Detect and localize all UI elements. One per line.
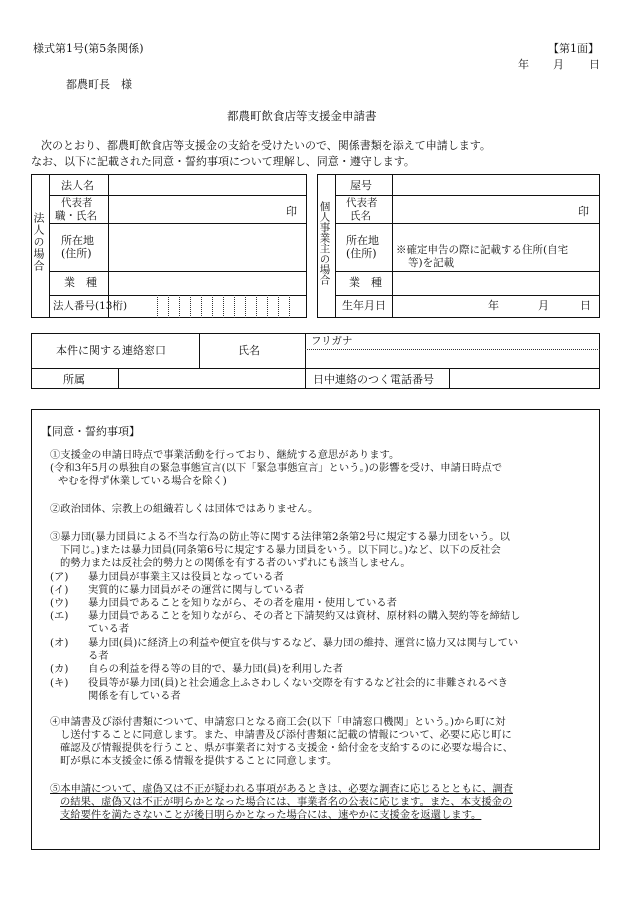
individual-address-note-1: ※確定申告の際に記載する住所(自宅 — [396, 244, 569, 256]
document-title: 都農町飲食店等支援金申請書 — [227, 109, 377, 123]
page-label: 【第1面】 — [548, 42, 599, 55]
corporate-seal-mark: 印 — [286, 205, 297, 218]
individual-address-label-2: (住所) — [346, 247, 377, 260]
form-number: 様式第1号(第5条関係) — [33, 42, 144, 55]
individual-industry-label: 業 種 — [349, 276, 382, 289]
corporate-address-label-1: 所在地 — [61, 234, 94, 247]
corporate-rep-label-1: 代表者 — [61, 197, 93, 209]
sub-item-mark: (ウ) — [50, 597, 69, 609]
sub-item-mark: (カ) — [50, 663, 69, 675]
consent-item-4-line-1: ④申請書及び添付書類について、申請窓口となる商工会(以下「申請窓口機関」という。)から町に対 — [50, 716, 506, 728]
date-day-label: 日 — [589, 58, 600, 71]
consent-item-3-line-3: 的勢力または反社会的勢力との関係を有する者のいずれにも該当しません。 — [60, 557, 411, 569]
contact-phone-label: 日中連絡のつく電話番号 — [313, 373, 434, 386]
contact-window-label: 本件に関する連絡窓口 — [56, 344, 166, 357]
date-month-label: 月 — [553, 58, 564, 71]
consent-item-4-line-4: 町が県に本支援金に係る情報を提供することに同意します。 — [60, 755, 338, 767]
corporate-side-label: 法人の場合 — [32, 212, 45, 272]
corporate-rep-label-2: 職・氏名 — [55, 210, 97, 222]
birth-year-label: 年 — [488, 299, 499, 312]
sub-item-mark: (オ) — [50, 637, 69, 649]
corporate-industry-label: 業 種 — [64, 276, 97, 289]
consent-item-1-line-1: ①支援金の申請日時点で事業活動を行っており、継続する意思があります。 — [50, 449, 400, 461]
consent-heading: 【同意・誓約事項】 — [41, 425, 140, 438]
individual-birth-label: 生年月日 — [342, 299, 386, 312]
sub-item-text-cont: る者 — [88, 650, 109, 662]
contact-furigana-label: フリガナ — [311, 335, 353, 347]
contact-name-label: 氏名 — [238, 344, 260, 357]
consent-item-5-line-2: の結果、虚偽又は不正が明らかとなった場合には、事業者名の公表に応じます。また、本支援金の — [60, 796, 513, 808]
intro-line-2: なお、以下に記載された同意・誓約事項について理解し、同意・遵守します。 — [31, 155, 415, 168]
sub-item-mark: (キ) — [50, 677, 69, 689]
sub-item-text: 暴力団員であることを知りながら、その者と下請契約又は資材、原材料の購入契約等を締結し — [88, 610, 521, 622]
consent-item-5-line-1: ⑤本申請について、虚偽又は不正が疑われる事項があるときは、必要な調査に応じるとともに、調査 — [50, 783, 513, 795]
sub-item-mark: (エ) — [50, 610, 69, 622]
birth-month-label: 月 — [538, 299, 549, 312]
consent-item-5-line-3: 支給要件を満たさないことが後日明らかとなった場合には、速やかに支援金を返還します。 — [60, 809, 482, 821]
sub-item-mark: (イ) — [50, 584, 69, 596]
sub-item-mark: (ア) — [50, 571, 69, 583]
individual-address-label-1: 所在地 — [346, 234, 379, 247]
sub-item-text-cont: ている者 — [88, 623, 130, 635]
contact-affiliation-label: 所属 — [63, 373, 85, 386]
sub-item-text-cont: 関係を有している者 — [88, 690, 181, 702]
sub-item-text: 暴力団(員)に経済上の利益や便宜を供与するなど、暴力団の維持、運営に協力又は関与してい — [88, 637, 519, 649]
consent-item-1-line-2: (令和3年5月の県独自の緊急事態宣言(以下「緊急事態宣言」という。)の影響を受け、申請日時点で — [50, 462, 503, 474]
sub-item-text: 自らの利益を得る等の目的で、暴力団(員)を利用した者 — [88, 663, 343, 675]
individual-rep-label-2: 氏名 — [350, 210, 371, 222]
intro-line-1: 次のとおり、都農町飲食店等支援金の支給を受けたいので、関係書類を添えて申請します。 — [41, 139, 491, 152]
sub-item-text: 暴力団員であることを知りながら、その者を雇用・使用している者 — [88, 597, 397, 609]
individual-address-note-2: 等)を記載 — [408, 257, 455, 269]
corporate-number-label: 法人番号(13桁) — [53, 300, 128, 312]
date-year-label: 年 — [518, 58, 529, 71]
birth-day-label: 日 — [580, 299, 591, 312]
corporate-name-label: 法人名 — [61, 179, 94, 192]
consent-item-4-line-2: し送付することに同意します。また、申請書及び添付書類に記載の情報について、必要に応じ町に — [60, 729, 512, 741]
sub-item-text: 実質的に暴力団員がその運営に関与している者 — [88, 584, 305, 596]
consent-item-3-line-2: 下同じ。)または暴力団員(同条第6号に規定する暴力団員をいう。以下同じ。)など、以下の反社会 — [60, 544, 501, 556]
sub-item-text: 暴力団員が事業主又は役員となっている者 — [88, 571, 284, 583]
consent-item-3-line-1: ③暴力団(暴力団員による不当な行為の防止等に関する法律第2条第2号に規定する暴力団をいう。以 — [50, 531, 510, 543]
individual-trade-name-label: 屋号 — [350, 179, 372, 192]
corporate-address-label-2: (住所) — [61, 247, 92, 260]
individual-seal-mark: 印 — [578, 205, 589, 218]
addressee: 都農町長 様 — [66, 78, 132, 91]
individual-side-label: 個人事業主の場合 — [318, 201, 331, 285]
consent-item-2: ②政治団体、宗教上の組織若しくは団体ではありません。 — [50, 503, 319, 515]
sub-item-text: 役員等が暴力団(員)と社会通念上ふさわしくない交際を有するなど社会的に非難されるべき — [88, 677, 508, 689]
consent-item-1-line-3: やむを得ず休業している場合を除く) — [58, 475, 227, 487]
consent-item-4-line-3: 確認及び情報提供を行うこと、県が事業者に対する支援金・給付金を支給するのに必要な場合に、 — [60, 742, 514, 754]
individual-rep-label-1: 代表者 — [346, 197, 378, 209]
